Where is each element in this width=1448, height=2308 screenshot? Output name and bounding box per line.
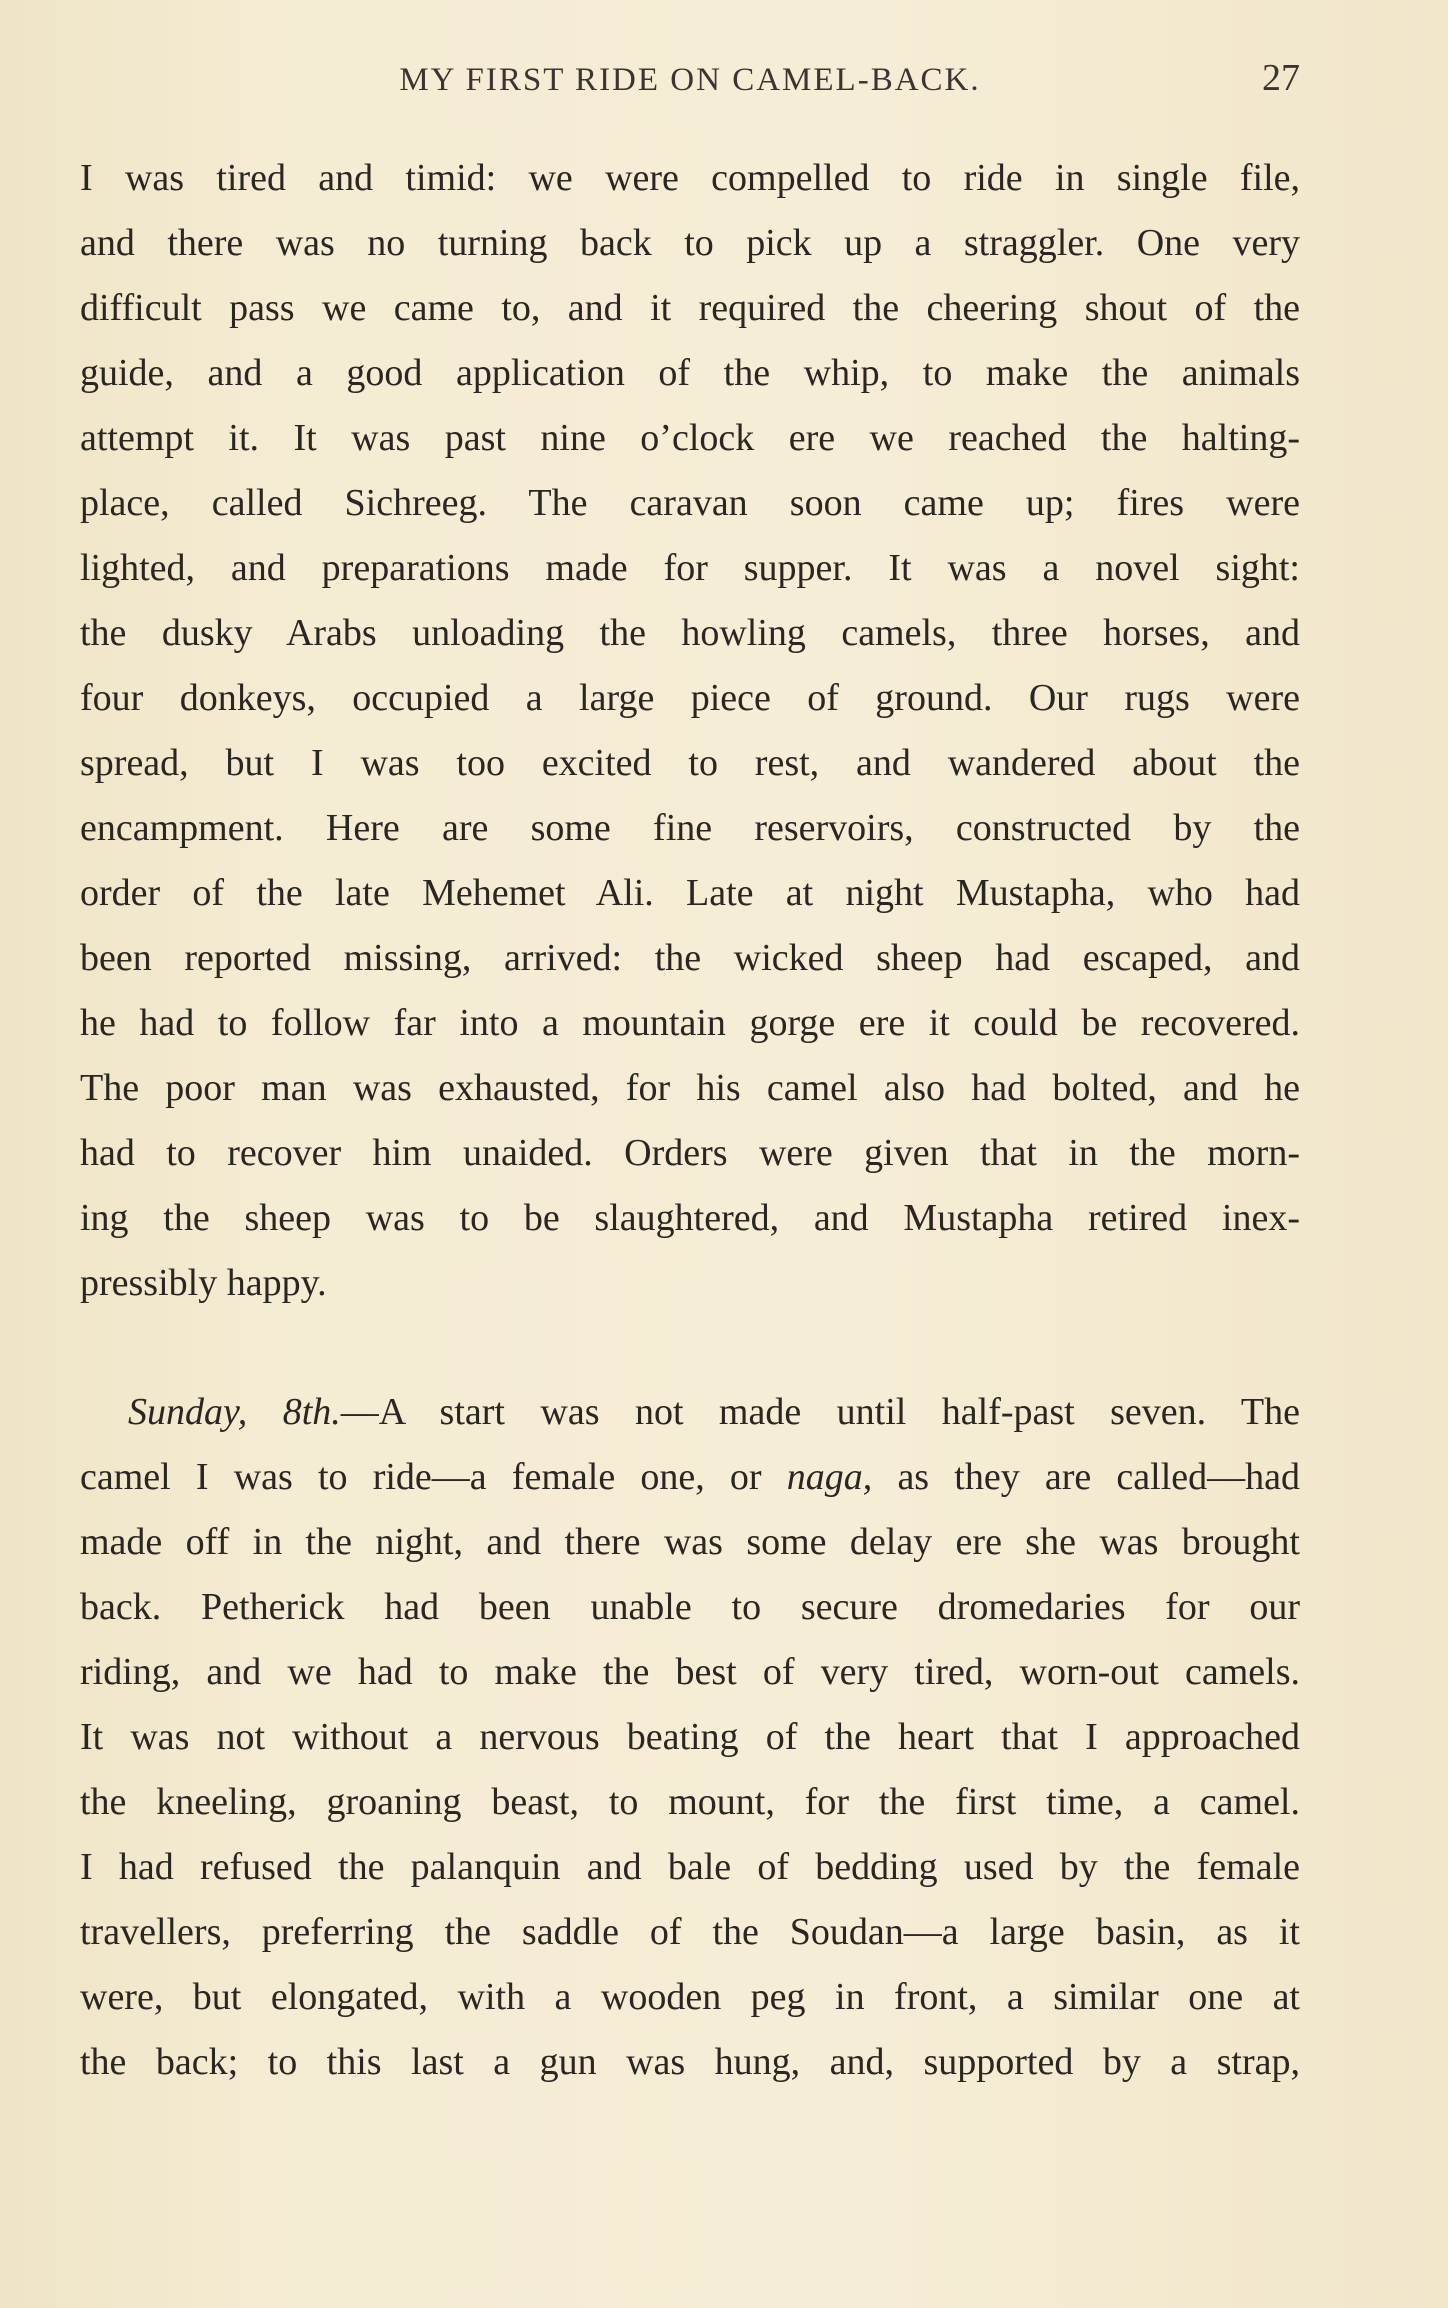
text-line: been reported missing, arrived: the wicked sheep had escaped, and xyxy=(80,937,1300,979)
text-line: attempt it. It was past nine o’clock ere we reached the halting- xyxy=(80,417,1300,459)
text-line: difficult pass we came to, and it required the cheering shout of the xyxy=(80,287,1300,329)
date-label: Sunday, 8th. xyxy=(128,1391,341,1433)
italic-term: naga, xyxy=(786,1456,873,1498)
text-line: It was not without a nervous beating of the heart that I approached xyxy=(80,1716,1300,1758)
text-run: —A start was not made until half-past seven. The xyxy=(340,1391,1300,1433)
text-line: had to recover him unaided. Orders were given that in the morn- xyxy=(80,1132,1300,1174)
text-line: and there was no turning back to pick up a straggler. One very xyxy=(80,222,1300,264)
text-line: I had refused the palanquin and bale of bedding used by the female xyxy=(80,1846,1300,1888)
text-line: travellers, preferring the saddle of the Soudan—a large basin, as it xyxy=(80,1911,1300,1953)
text-line: guide, and a good application of the whip, to make the animals xyxy=(80,352,1300,394)
text-line xyxy=(80,1380,1300,1445)
text-line: pressibly happy. xyxy=(80,1262,327,1304)
text-line: the back; to this last a gun was hung, and, supported by a strap, xyxy=(80,2041,1300,2083)
text-line: The poor man was exhausted, for his camel also had bolted, and he xyxy=(80,1067,1300,1109)
text-line: the kneeling, groaning beast, to mount, for the first time, a camel. xyxy=(80,1781,1300,1823)
text-line: lighted, and preparations made for supper. It was a novel sight: xyxy=(80,547,1300,589)
paragraph-1 xyxy=(80,146,1300,1316)
paragraph-spacer xyxy=(80,1316,1300,1380)
paragraph-2 xyxy=(80,1380,1300,2095)
text-line: were, but elongated, with a wooden peg in front, a similar one at xyxy=(80,1976,1300,2018)
text-line: back. Petherick had been unable to secure dromedaries for our xyxy=(80,1586,1300,1628)
body-text xyxy=(80,146,1300,2095)
text-line: four donkeys, occupied a large piece of ground. Our rugs were xyxy=(80,677,1300,719)
text-line: made off in the night, and there was some delay ere she was brought xyxy=(80,1521,1300,1563)
page-number: 27 xyxy=(1262,57,1300,99)
running-head: MY FIRST RIDE ON CAMEL-BACK. xyxy=(399,62,981,98)
text-line: I was tired and timid: we were compelled to ride in single file, xyxy=(80,157,1300,199)
text-line: riding, and we had to make the best of very tired, worn-out camels. xyxy=(80,1651,1300,1693)
text-line: order of the late Mehemet Ali. Late at night Mustapha, who had xyxy=(80,872,1300,914)
text-line: spread, but I was too excited to rest, and wandered about the xyxy=(80,742,1300,784)
page-header xyxy=(80,56,1300,106)
text-run: camel I was to ride—a female one, or xyxy=(80,1456,787,1498)
text-line: he had to follow far into a mountain gorge ere it could be recovered. xyxy=(80,1002,1300,1044)
text-run: as they are called—had xyxy=(872,1456,1300,1498)
text-line xyxy=(80,1445,1300,1510)
text-line: ing the sheep was to be slaughtered, and Mustapha retired inex- xyxy=(80,1197,1300,1239)
text-line: the dusky Arabs unloading the howling camels, three horses, and xyxy=(80,612,1300,654)
text-line: encampment. Here are some fine reservoirs, constructed by the xyxy=(80,807,1300,849)
text-line: place, called Sichreeg. The caravan soon came up; fires were xyxy=(80,482,1300,524)
